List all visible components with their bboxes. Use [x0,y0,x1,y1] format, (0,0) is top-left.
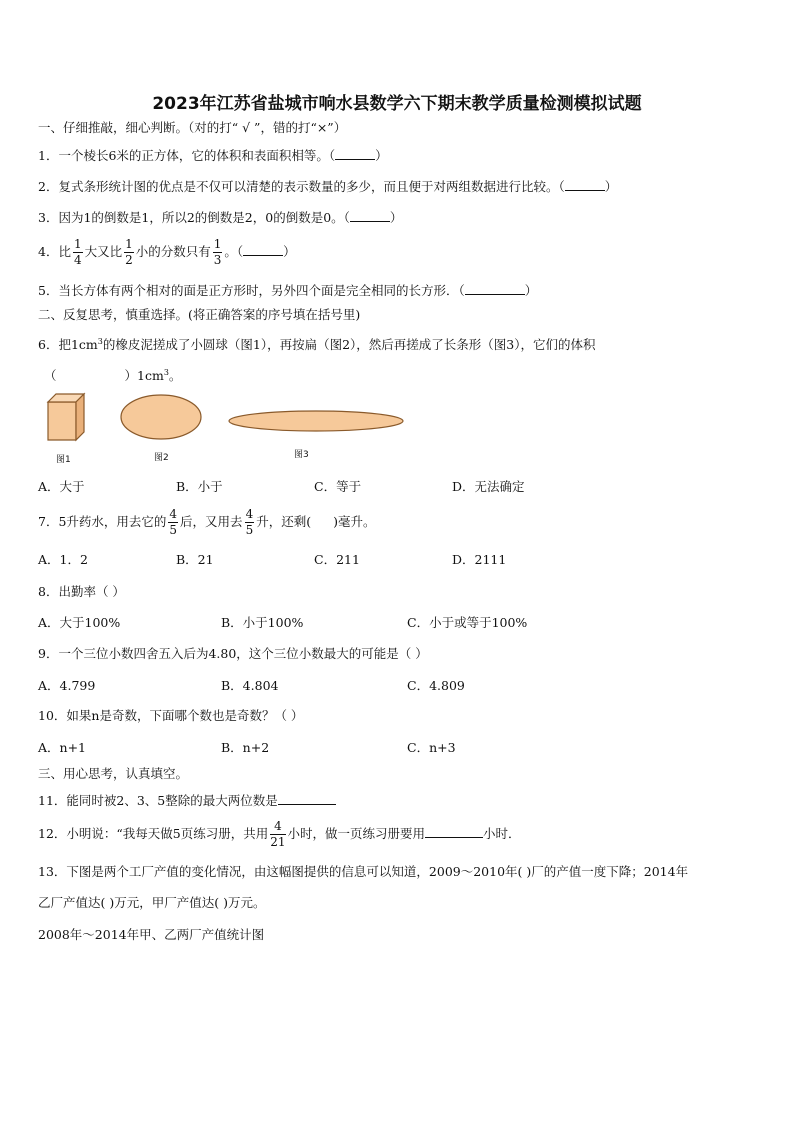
option-6b[interactable]: B．小于 [176,479,223,494]
fraction-one-third [213,237,223,268]
question-2-text: 2．复式条形统计图的优点是不仅可以清楚的表示数量的多少，而且便于对两组数据进行比较。（ [38,179,565,194]
option-8a[interactable]: A．大于100% [38,615,121,630]
option-10b[interactable]: B．n+2 [221,740,270,755]
flattened-disc-figure [121,395,201,439]
denominator: 5 [169,523,178,537]
chart-caption: 2008年～2014年甲、乙两厂产值统计图 [38,927,265,942]
question-13-line-2: 乙厂产值达( )万元，甲厂产值达( )万元。 [38,895,266,910]
denominator: 5 [245,523,254,537]
section-3-heading: 三、用心思考，认真填空。 [38,766,189,781]
question-12-text-b: 小时，做一页练习册要用 [287,826,426,841]
fraction-four-twenty-firsts [270,819,285,850]
clay-figures [40,390,410,450]
denominator: 4 [73,253,82,267]
close-paren: ） [604,179,618,194]
numerator: 4 [270,819,285,835]
question-4-text-b: 大又比 [84,244,123,259]
denominator: 2 [125,253,133,267]
page-title: 2023年江苏省盐城市响水县数学六下期末教学质量检测模拟试题 [152,94,642,114]
question-7 [38,505,375,539]
section-1-heading: 一、仔细推敲，细心判断。（对的打“ √ ”，错的打“×”） [38,120,347,135]
option-9b[interactable]: B．4.804 [221,678,279,693]
numerator: 1 [213,237,222,251]
question-6-line-2 [44,364,181,385]
option-7b[interactable]: B．21 [176,552,214,567]
question-5-text: 5．当长方体有两个相对的面是正方形时，另外四个面是完全相同的长方形．（ [38,283,465,298]
close-paren: ） [375,148,388,163]
question-4-text-d: 。（ [224,244,244,259]
figure-2-caption: 图2 [154,453,169,463]
denominator: 21 [270,835,286,849]
option-7c[interactable]: C．211 [314,552,360,567]
close-paren: ） [524,283,538,298]
question-6-text-b: 的橡皮泥搓成了小圆球（图1），再按扁（图2），然后再搓成了长条形（图3），它们的体积 [102,337,596,353]
question-4-text-c: 小的分数只有 [135,244,211,259]
option-10c[interactable]: C．n+3 [407,740,456,755]
close-paren: ） [389,210,403,225]
question-13-line-1: 13．下图是两个工厂产值的变化情况，由这幅图提供的信息可以知道，2009～2010年( )厂的产值一度下降；2014年 [38,864,689,879]
answer-blank-5[interactable] [465,281,525,295]
answer-blank-2[interactable] [565,177,605,191]
numerator: 1 [125,237,133,251]
question-9: 9．一个三位小数四舍五入后为4.80，这个三位小数最大的可能是（ ） [38,646,428,661]
numerator: 1 [73,237,82,251]
option-10a[interactable]: A．n+1 [38,740,87,755]
question-7-text-b: 后，又用去 [180,514,243,529]
superscript-3: 3 [163,368,169,377]
option-6c[interactable]: C．等于 [314,479,362,494]
question-4-text-a: 4．比 [38,244,71,259]
option-6d[interactable]: D．无法确定 [452,479,525,494]
option-6a[interactable]: A．大于 [38,479,85,494]
question-1-text: 1．一个棱长6米的正方体，它的体积和表面积相等。（ [38,148,336,163]
question-2 [38,177,617,196]
option-9a[interactable]: A．4.799 [38,678,96,693]
fraction-one-quarter [73,237,83,268]
answer-blank-4[interactable] [243,242,283,256]
fraction-one-half [124,237,134,268]
question-6-text-unit: ）1cm [124,368,164,384]
answer-blank-11[interactable] [278,791,336,805]
question-7-text-a: 7．5升药水，用去它的 [38,514,167,529]
section-2-heading: 二、反复思考，慎重选择。(将正确答案的序号填在括号里) [38,307,361,322]
fraction-four-fifths [168,507,178,538]
question-10: 10．如果n是奇数，下面哪个数也是奇数？（ ） [38,708,304,723]
question-6-line-1 [38,333,595,354]
question-11-text: 11．能同时被2、3、5整除的最大两位数是 [38,793,278,808]
denominator: 3 [213,253,222,267]
open-paren: （ [44,368,57,384]
question-7-text-d: )毫升。 [333,514,376,529]
question-8: 8．出勤率（ ） [38,584,125,599]
answer-blank-3[interactable] [350,208,390,222]
option-8c[interactable]: C．小于或等于100% [407,615,528,630]
question-6-period: 。 [168,368,182,384]
numerator: 4 [169,507,178,521]
question-12-text-c: 小时． [483,826,521,841]
option-7d[interactable]: D．2111 [452,552,507,567]
question-3-text: 3．因为1的倒数是1，所以2的倒数是2，0的倒数是0。（ [38,210,350,225]
question-11 [38,791,336,810]
figure-1-caption: 图1 [56,455,71,465]
fraction-four-fifths [245,507,255,538]
cube-figure [48,394,84,440]
superscript-3: 3 [97,337,103,346]
question-6-text-a: 6．把1cm [38,337,98,353]
answer-blank-1[interactable] [335,146,375,160]
question-12-text-a: 12．小明说：“我每天做5页练习册，共用 [38,826,269,841]
question-1 [38,146,388,165]
question-5 [38,281,537,300]
question-7-text-c: 升，还剩( [256,514,312,529]
option-8b[interactable]: B．小于100% [221,615,304,630]
numerator: 4 [245,507,254,521]
figure-3-caption: 图3 [294,450,309,460]
close-paren: ） [283,244,296,259]
question-12 [38,817,521,851]
question-4 [38,236,296,268]
answer-blank-12[interactable] [425,824,483,838]
long-strip-figure [229,411,403,431]
option-9c[interactable]: C．4.809 [407,678,465,693]
question-3 [38,208,402,227]
option-7a[interactable]: A．1．2 [38,552,88,567]
